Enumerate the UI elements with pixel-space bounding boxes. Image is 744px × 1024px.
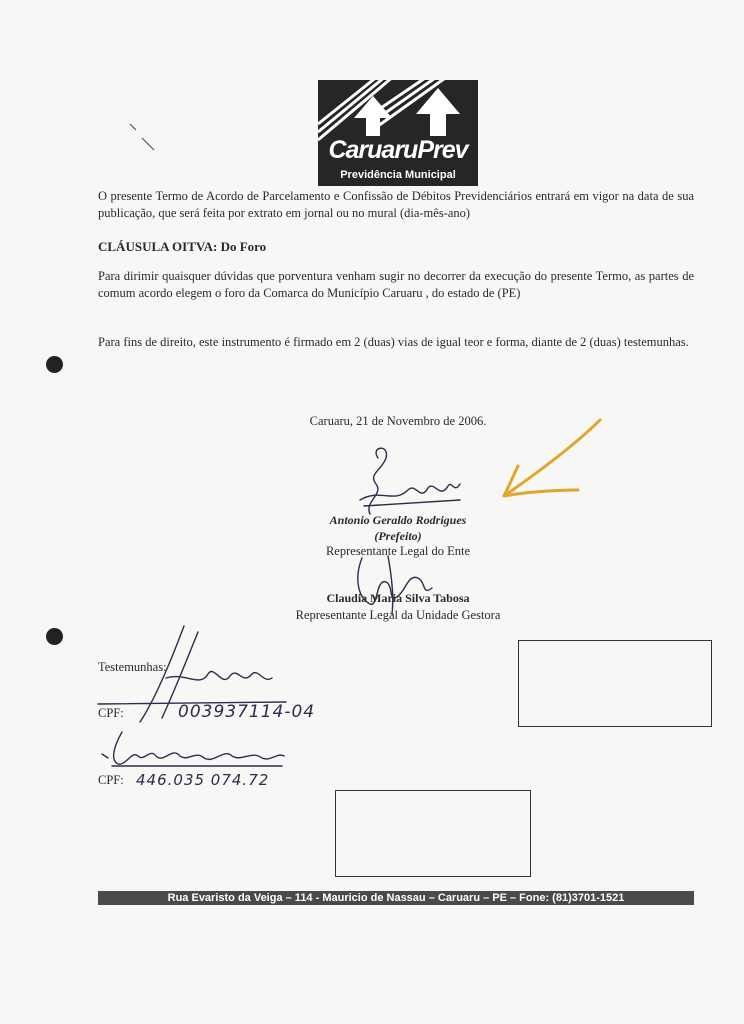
intro-paragraph: O presente Termo de Acordo de Parcelamento e Confissão de Débitos Previdenciários entrará em vigor na data de sua publicação, que será feita por extrato em jornal ou no mural (dia-mês-ano) — [98, 189, 694, 220]
scan-mark — [128, 120, 158, 154]
logo-subtitle: Previdência Municipal — [340, 169, 456, 181]
witnesses-label: Testemunhas: — [98, 660, 167, 674]
signatory-1-name: Antonio Geraldo Rodrigues — [329, 513, 467, 527]
signatory-2-name: Claudia Maria Silva Tabosa — [326, 591, 470, 605]
witness-2-cpf: 446.035 074.72 — [136, 771, 270, 789]
clause-paragraph: Para dirimir quaisquer dúvidas que porventura venham sugir no decorrer da execução do presente Termo, as partes de comum acordo elegem o foro da Comarca do Município Caruaru , do estado de (PE) — [98, 269, 694, 300]
caruaruprev-logo — [318, 80, 478, 186]
witness-1-cpf: 003937114-04 — [178, 702, 316, 722]
footer-address: Rua Evaristo da Veiga – 114 - Mauricio de Nassau – Caruaru – PE – Fone: (81)3701-1521 — [98, 891, 694, 905]
closing-paragraph: Para fins de direito, este instrumento é firmado em 2 (duas) vias de igual teor e forma, diante de 2 (duas) testemunhas. — [98, 335, 689, 349]
logo-name: CaruaruPrev — [328, 136, 468, 164]
witness-2-cpf-label: CPF: — [98, 773, 124, 787]
witness-2-signature — [92, 726, 292, 772]
arrow-marker-icon — [496, 414, 608, 506]
witness-1-cpf-label: CPF: — [98, 706, 124, 720]
punch-hole — [46, 628, 63, 645]
place-date: Caruaru, 21 de Novembro de 2006. — [309, 414, 487, 428]
signatory-1-role: Representante Legal do Ente — [325, 544, 471, 558]
clause-heading: CLÁUSULA OITVA: Do Foro — [98, 239, 267, 254]
signatory-2-role: Representante Legal da Unidade Gestora — [295, 608, 501, 622]
stamp-box — [518, 640, 712, 727]
stamp-box — [335, 790, 531, 877]
punch-hole — [46, 356, 63, 373]
signatory-1-title: (Prefeito) — [374, 529, 422, 543]
